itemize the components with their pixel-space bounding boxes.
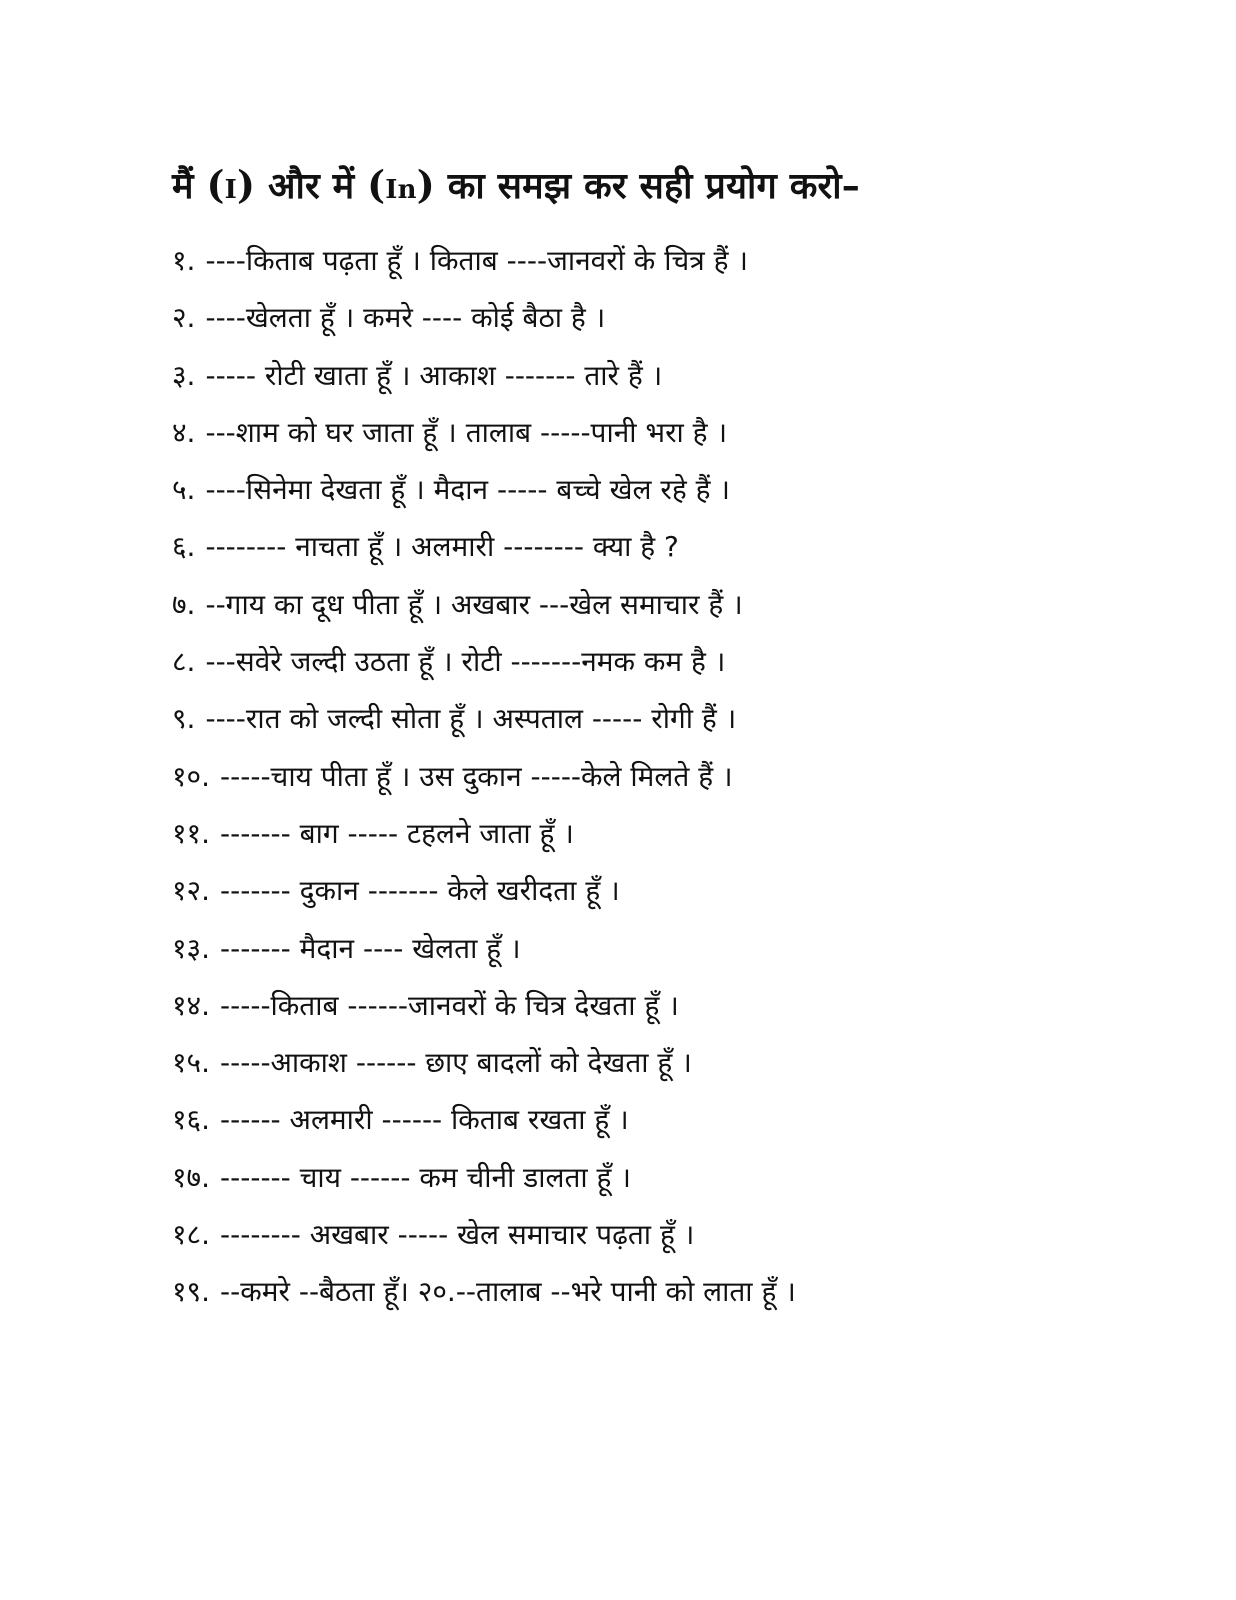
question-text: -------- अखबार ----- खेल समाचार पढ़ता हूँ । <box>220 1218 695 1252</box>
question-text: -------- नाचता हूँ । अलमारी -------- क्या है ? <box>205 530 679 564</box>
question-text: ------ अलमारी ------ किताब रखता हूँ । <box>220 1103 629 1137</box>
question-text: ------- मैदान ---- खेलता हूँ । <box>220 931 521 965</box>
worksheet-title <box>172 160 1172 209</box>
question-number: १२. <box>172 874 211 908</box>
question-number: ११. <box>172 816 211 850</box>
question-number: ७. <box>172 587 196 621</box>
question-item <box>172 404 1192 461</box>
question-number: २. <box>172 301 196 335</box>
question-item <box>172 461 1192 518</box>
question-number: १९. <box>172 1275 211 1309</box>
question-list <box>172 232 1192 1321</box>
title-part-main: मैं <box>172 166 194 207</box>
question-item <box>172 748 1192 805</box>
question-text: ------- दुकान ------- केले खरीदता हूँ । <box>220 874 620 908</box>
question-item <box>172 1206 1192 1263</box>
question-number: ६. <box>172 530 196 564</box>
title-english-in: In <box>385 175 417 205</box>
question-text: -----आकाश ------ छाए बादलों को देखता हूँ । <box>220 1046 692 1080</box>
question-text: --कमरे --बैठता हूँ। २०.--तालाब --भरे पानी को लाता हूँ । <box>220 1275 796 1309</box>
question-item <box>172 1149 1192 1206</box>
question-item <box>172 347 1192 404</box>
question-number: १५. <box>172 1046 211 1080</box>
question-item <box>172 1091 1192 1148</box>
question-item <box>172 862 1192 919</box>
question-text: ------- चाय ------ कम चीनी डालता हूँ । <box>220 1160 631 1194</box>
question-number: ३. <box>172 358 196 392</box>
question-number: १३. <box>172 931 211 965</box>
question-number: १८. <box>172 1218 211 1252</box>
question-item <box>172 289 1192 346</box>
question-number: १४. <box>172 988 211 1022</box>
question-number: १६. <box>172 1103 211 1137</box>
question-text: --गाय का दूध पीता हूँ । अखबार ---खेल समाचार हैं । <box>205 587 743 621</box>
question-text: ----खेलता हूँ । कमरे ---- कोई बैठा है । <box>205 301 606 335</box>
question-item <box>172 633 1192 690</box>
question-number: ४. <box>172 415 196 449</box>
question-text: ----सिनेमा देखता हूँ । मैदान ----- बच्चे खेल रहे हैं । <box>205 473 731 507</box>
question-item <box>172 977 1192 1034</box>
question-text: ----किताब पढ़ता हूँ । किताब ----जानवरों के चित्र हैं । <box>205 244 748 277</box>
question-item <box>172 1263 1192 1320</box>
question-item <box>172 805 1192 862</box>
title-instruction: का समझ कर सही प्रयोग करो– <box>447 166 861 207</box>
question-number: ५. <box>172 473 196 507</box>
question-number: १७. <box>172 1160 211 1194</box>
question-text: ----- रोटी खाता हूँ । आकाश ------- तारे हैं । <box>205 358 663 392</box>
question-text: -----किताब ------जानवरों के चित्र देखता हूँ । <box>220 988 679 1022</box>
question-item <box>172 518 1192 575</box>
question-text: -----चाय पीता हूँ । उस दुकान -----केले मिलते हैं । <box>220 759 733 793</box>
title-open-paren: ( <box>206 162 225 207</box>
question-item <box>172 232 1192 289</box>
question-text: ----रात को जल्दी सोता हूँ । अस्पताल ----- रोगी हैं । <box>205 702 737 736</box>
question-text: ------- बाग ----- टहलने जाता हूँ । <box>220 816 574 850</box>
question-number: १०. <box>172 759 211 793</box>
question-number: ८. <box>172 645 196 679</box>
question-text: ---शाम को घर जाता हूँ । तालाब -----पानी भरा है । <box>205 415 728 449</box>
title-close-paren: ) <box>237 162 256 207</box>
question-item <box>172 1034 1192 1091</box>
question-item <box>172 920 1192 977</box>
question-item <box>172 690 1192 747</box>
title-open-paren-2: ( <box>367 162 386 207</box>
title-close-paren-2: ) <box>416 162 435 207</box>
question-text: ---सवेरे जल्दी उठता हूँ । रोटी -------नमक कम है । <box>205 645 726 679</box>
question-number: १. <box>172 244 196 277</box>
title-english-i: I <box>224 175 238 205</box>
question-number: ९. <box>172 702 196 736</box>
question-item <box>172 576 1192 633</box>
title-part-aur-mein: और में <box>267 166 355 207</box>
